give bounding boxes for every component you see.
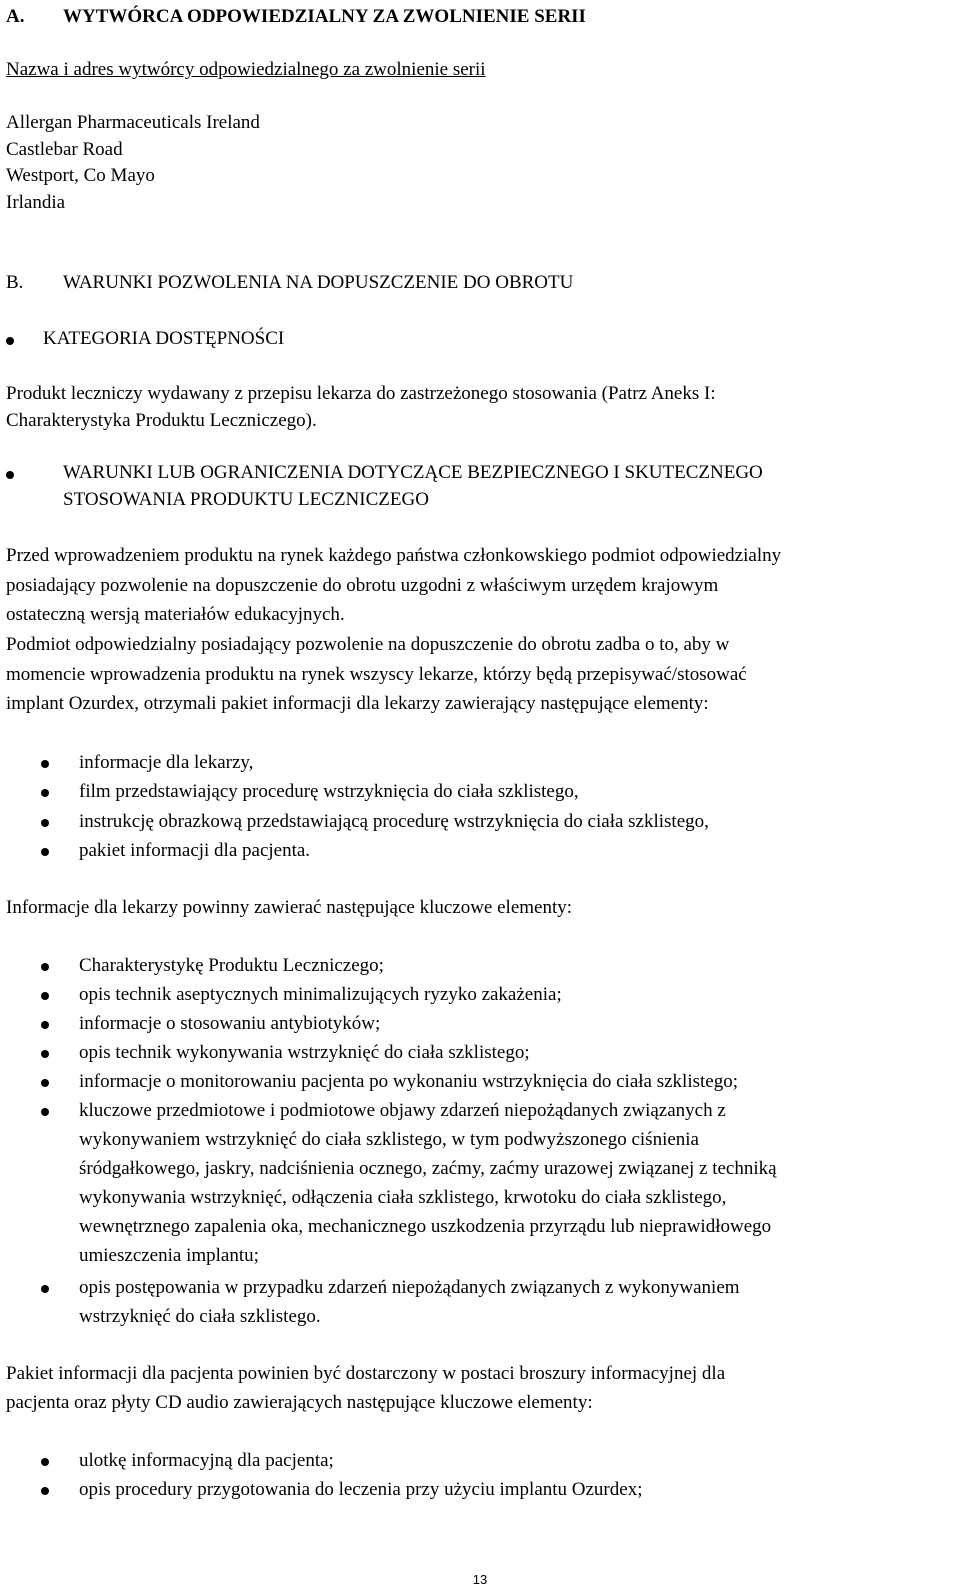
para1-line-2: posiadający pozwolenie na dopuszczenie do obrotu uzgodni z właściwym urzędem krajowym: [6, 575, 719, 596]
bullet-icon: [41, 1285, 49, 1293]
section-b-heading: [6, 268, 950, 297]
bullet-icon: [41, 1487, 49, 1495]
conditions-heading-line-1: WARUNKI LUB OGRANICZENIA DOTYCZĄCE BEZPIECZNEGO I SKUTECZNEGO: [63, 462, 763, 483]
para1-line-1: Przed wprowadzeniem produktu na rynek każdego państwa członkowskiego podmiot odpowiedzialny: [6, 545, 782, 566]
bullet-icon: [41, 848, 49, 856]
section-b-title: WARUNKI POZWOLENIA NA DOPUSZCZENIE DO OBROTU: [63, 272, 574, 293]
para2-line-3: implant Ozurdex, otrzymali pakiet informacji dla lekarzy zawierający następujące elementy:: [6, 693, 709, 714]
address-line-2: Castlebar Road: [6, 139, 123, 160]
bullet-icon: [6, 471, 14, 479]
bullet-icon: [41, 992, 49, 1000]
bullet-icon: [6, 337, 14, 345]
list-item-text: opis technik aseptycznych minimalizujących ryzyko zakażenia;: [79, 984, 562, 1005]
list-item-text: opis postępowania w przypadku zdarzeń niepożądanych związanych z wykonywaniem: [79, 1277, 740, 1298]
bullet-icon: [41, 1021, 49, 1029]
address-line-4: Irlandia: [6, 192, 66, 213]
para2-line-2: momencie wprowadzenia produktu na rynek wszyscy lekarze, którzy będą przepisywać/stosować: [6, 664, 747, 685]
section-a-heading: [6, 2, 950, 31]
list-item-continuation: wstrzyknięć do ciała szklistego.: [79, 1306, 321, 1327]
para2-line-1: Podmiot odpowiedzialny posiadający pozwolenie na dopuszczenie do obrotu zadba o to, aby w: [6, 634, 730, 655]
list-item-text: Charakterystykę Produktu Leczniczego;: [79, 955, 384, 976]
address-line-1: Allergan Pharmaceuticals Ireland: [6, 112, 260, 133]
para1-line-3: ostateczną wersją materiałów edukacyjnych.: [6, 604, 345, 625]
list-item-text: instrukcję obrazkową przedstawiającą procedurę wstrzyknięcia do ciała szklistego,: [79, 811, 709, 832]
list-item-continuation: umieszczenia implantu;: [79, 1245, 259, 1266]
bullet-icon: [41, 1050, 49, 1058]
bullet-icon: [41, 1079, 49, 1087]
manufacturer-subheading: Nazwa i adres wytwórcy odpowiedzialnego za zwolnienie serii: [6, 59, 486, 80]
list-item-text: ulotkę informacyjną dla pacjenta;: [79, 1450, 334, 1471]
list-item-text: informacje o monitorowaniu pacjenta po wykonaniu wstrzyknięcia do ciała szklistego;: [79, 1071, 738, 1092]
para4-line-2: pacjenta oraz płyty CD audio zawierających następujące kluczowe elementy:: [6, 1392, 593, 1413]
list-item-text: opis procedury przygotowania do leczenia przy użyciu implantu Ozurdex;: [79, 1479, 643, 1500]
section-a-letter: A.: [6, 6, 25, 27]
list-item-text: pakiet informacji dla pacjenta.: [79, 840, 311, 861]
list-item-text: film przedstawiający procedurę wstrzyknięcia do ciała szklistego,: [79, 781, 579, 802]
bullet-icon: [41, 963, 49, 971]
category-text-line-2: Charakterystyka Produktu Leczniczego).: [6, 410, 317, 431]
list-item-text: kluczowe przedmiotowe i podmiotowe objawy zdarzeń niepożądanych związanych z: [79, 1100, 726, 1121]
conditions-heading-line-2: STOSOWANIA PRODUKTU LECZNICZEGO: [63, 489, 429, 510]
list-item-text: informacje dla lekarzy,: [79, 752, 254, 773]
bullet-icon: [41, 1458, 49, 1466]
section-a-title: WYTWÓRCA ODPOWIEDZIALNY ZA ZWOLNIENIE SERII: [63, 6, 586, 27]
bullet-icon: [41, 760, 49, 768]
para3: Informacje dla lekarzy powinny zawierać następujące kluczowe elementy:: [6, 897, 573, 918]
section-b-letter: B.: [6, 272, 24, 293]
list-item-text: informacje o stosowaniu antybiotyków;: [79, 1013, 381, 1034]
list-item-text: opis technik wykonywania wstrzyknięć do ciała szklistego;: [79, 1042, 530, 1063]
bullet-icon: [41, 1108, 49, 1116]
para4-line-1: Pakiet informacji dla pacjenta powinien być dostarczony w postaci broszury informacyjnej dla: [6, 1363, 726, 1384]
bullet-icon: [41, 819, 49, 827]
category-heading-text: KATEGORIA DOSTĘPNOŚCI: [43, 328, 285, 349]
bullet-icon: [41, 789, 49, 797]
list-item-continuation: wykonywania wstrzyknięć, odłączenia ciała szklistego, krwotoku do ciała szklistego,: [79, 1187, 727, 1208]
list-item-continuation: wykonywaniem wstrzyknięć do ciała szklistego, w tym podwyższonego ciśnienia: [79, 1129, 699, 1150]
address-line-3: Westport, Co Mayo: [6, 165, 155, 186]
page-number: 13: [472, 1572, 488, 1587]
list-item-continuation: wewnętrznego zapalenia oka, mechanicznego uszkodzenia przyrządu lub nieprawidłowego: [79, 1216, 772, 1237]
list-item-continuation: śródgałkowego, jaskry, nadciśnienia ocznego, zaćmy, zaćmy urazowej związanej z techniką: [79, 1158, 777, 1179]
category-text-line-1: Produkt leczniczy wydawany z przepisu lekarza do zastrzeżonego stosowania (Patrz Aneks I:: [6, 383, 716, 404]
